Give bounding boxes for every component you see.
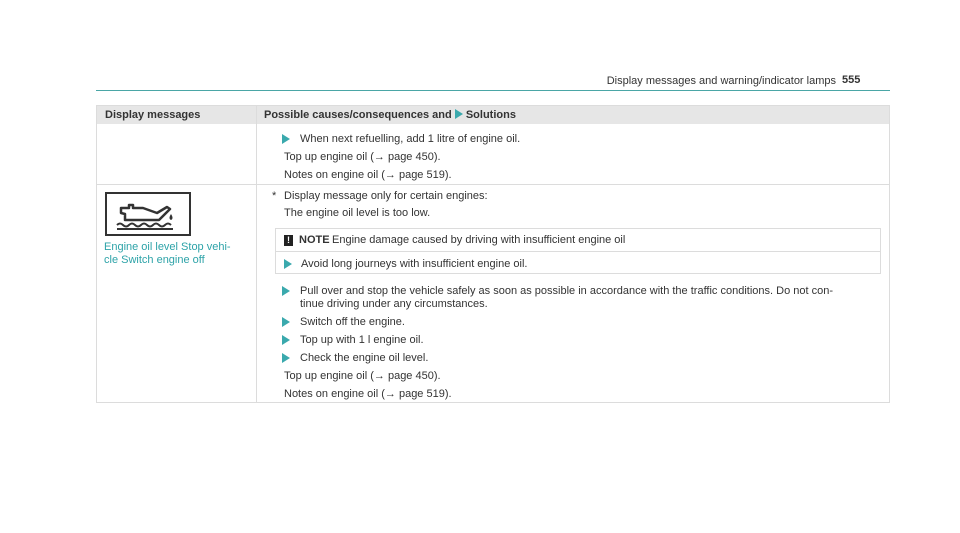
display-messages-table: [96, 105, 890, 403]
arrow-icon: [282, 353, 290, 363]
arrow-icon: [282, 286, 290, 296]
step-switch-off: Switch off the engine.: [300, 316, 405, 328]
row-divider: [97, 184, 889, 185]
arrow-icon: [284, 259, 292, 269]
arrow-icon: [282, 335, 290, 345]
message-line-1: Engine oil level Stop vehi-: [104, 241, 231, 253]
page-number: 555: [842, 74, 861, 86]
step-top-up: Top up with 1 l engine oil.: [300, 334, 424, 346]
display-note: Display message only for certain engines:: [284, 190, 488, 202]
header-rule: [96, 90, 890, 91]
step-pull-over-line2: tinue driving under any circumstances.: [300, 298, 488, 310]
col-header-causes: [264, 109, 516, 121]
col-header-causes-text: Possible causes/consequences and: [264, 109, 452, 121]
running-title: Display messages and warning/indicator lamps: [606, 75, 836, 87]
row1-step: When next refuelling, add 1 litre of engine oil.: [300, 133, 521, 145]
step-pull-over-line1: Pull over and stop the vehicle safely as soon as possible in accordance with the traffic conditions. Do not con-: [300, 285, 833, 297]
engine-oil-level-text: The engine oil level is too low.: [284, 207, 431, 219]
col-header-display-messages: Display messages: [105, 109, 201, 121]
row2-topup-ref: Top up engine oil (→ page 450).: [284, 370, 441, 382]
note-label: NOTE: [299, 234, 330, 246]
warning-icon: !: [284, 235, 293, 246]
engine-oil-level-icon: [105, 192, 191, 236]
note-step: Avoid long journeys with insufficient engine oil.: [301, 258, 528, 270]
column-divider: [256, 106, 257, 402]
row1-notes-ref: Notes on engine oil (→ page 519).: [284, 169, 452, 181]
message-line-2: cle Switch engine off: [104, 254, 205, 266]
row1-topup-ref: Top up engine oil (→ page 450).: [284, 151, 441, 163]
asterisk-marker: *: [272, 190, 277, 202]
step-check-level: Check the engine oil level.: [300, 352, 429, 364]
note-box: [275, 228, 881, 274]
row2-notes-ref: Notes on engine oil (→ page 519).: [284, 388, 452, 400]
note-divider: [276, 251, 880, 252]
col-header-solutions-text: Solutions: [465, 109, 516, 121]
table-header: [97, 106, 889, 124]
arrow-icon: [455, 109, 463, 119]
note-title: Engine damage caused by driving with insufficient engine oil: [332, 234, 626, 246]
arrow-icon: [282, 317, 290, 327]
arrow-icon: [282, 134, 290, 144]
